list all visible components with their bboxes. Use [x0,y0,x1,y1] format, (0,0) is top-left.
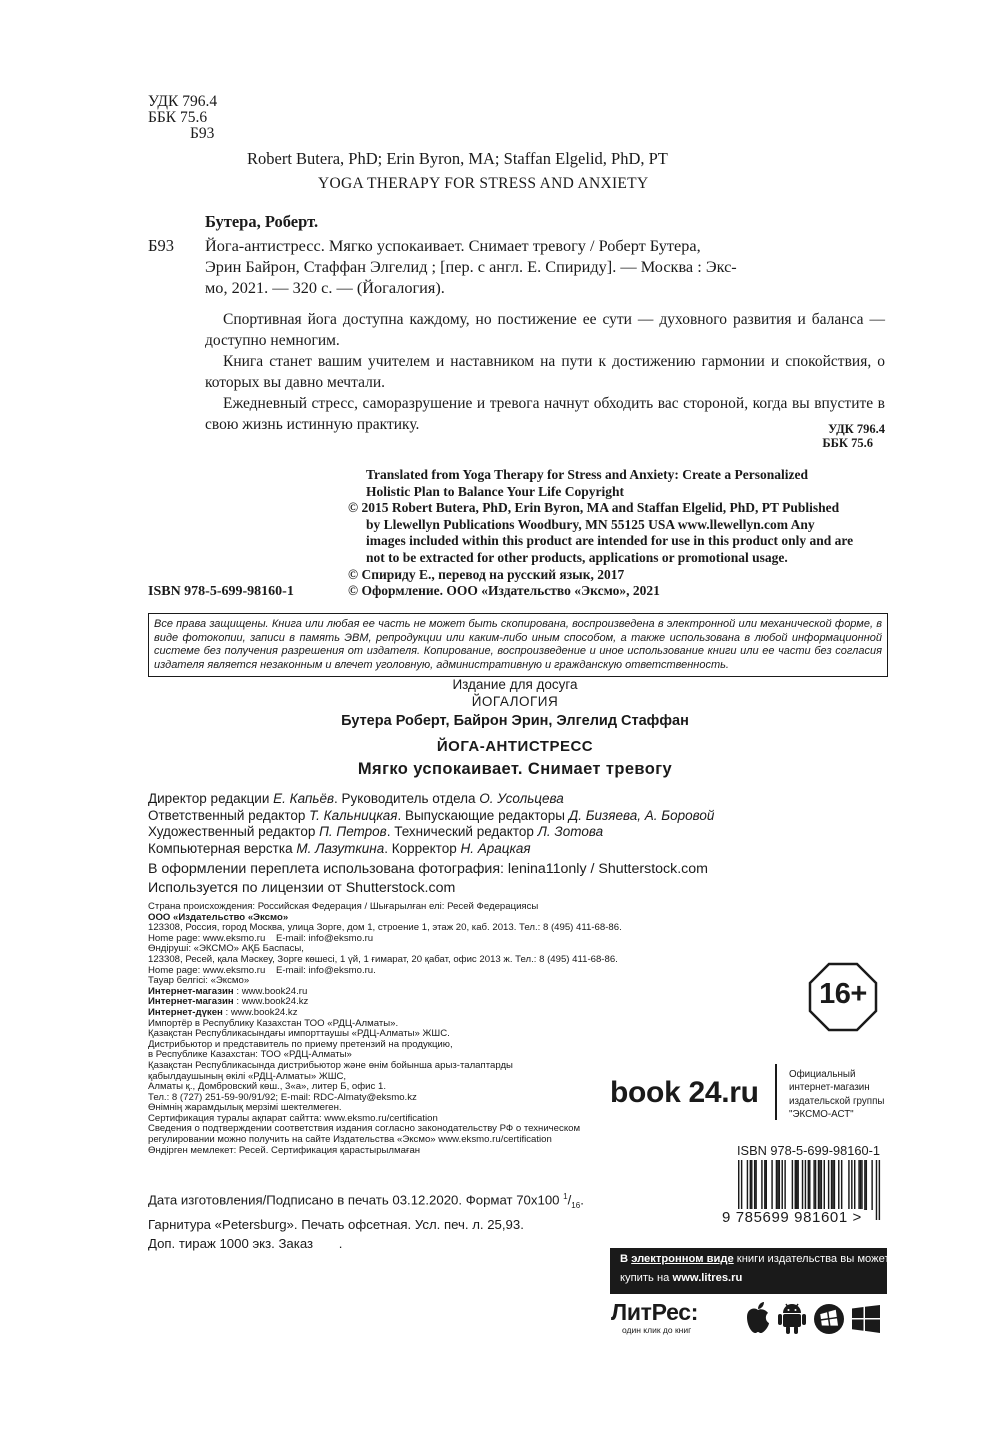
windows-icon [851,1304,881,1334]
litres-tagline: один клик до книг [622,1325,692,1335]
barcode-bar [854,1160,855,1210]
publication-line: Доп. тираж 1000 экз. Заказ . [148,1235,343,1251]
barcode-bar [761,1160,762,1210]
barcode-bar [864,1160,865,1210]
barcode-bar [751,1160,752,1210]
barcode-bar [815,1160,816,1210]
original-title: YOGA THERAPY FOR STRESS AND ANXIETY [318,175,649,192]
imprint-line: Тауар белгісі: «Эксмо» [148,975,250,987]
edition-type: Издание для досуга [452,677,578,692]
android-icon [777,1301,807,1335]
book24-line: издательской группы [789,1095,885,1107]
barcode-bar [831,1160,832,1210]
barcode-bar [832,1160,833,1210]
copyright-line: © 2015 Robert Butera, PhD, Erin Byron, MA and Staffan Elgelid, PhD, PT Published [348,500,840,516]
book24-logo: book 24.ru [610,1076,759,1109]
photo-credit: В оформлении переплета использована фотография: lenina11only / Shutterstock.com [148,861,708,877]
bibliographic-line: Эрин Байрон, Стаффан Элгелид ; [пер. с англ. Е. Спириду]. — Москва : Экс- [205,257,737,276]
imprint-line: Интернет-магазин : www.book24.kz [148,996,309,1008]
imprint-line: ООО «Издательство «Эксмо» [148,911,289,923]
barcode-bar [871,1160,872,1210]
barcode-bar [782,1160,783,1210]
barcode-bar [821,1160,822,1210]
age-rating-badge [808,962,878,1032]
barcode-bar [819,1160,820,1210]
litres-highlight: электронном виде [631,1253,734,1265]
copyright-line: Holistic Plan to Balance Your Life Copyright [366,483,624,499]
book24-line: "ЭКСМО-АСТ" [789,1108,854,1120]
barcode-bar [860,1160,861,1210]
barcode-bar [755,1160,756,1210]
credit-line: Ответственный редактор Т. Кальницкая. Выпускающие редакторы Д. Бизяева, А. Боровой [148,807,715,823]
barcode-bar [779,1160,780,1210]
barcode-bar [861,1160,862,1210]
barcode-bar [879,1160,880,1220]
credit-line: Художественный редактор П. Петров. Технический редактор Л. Зотова [148,824,604,839]
barcode-bar [866,1160,867,1210]
annotation-paragraph: Ежедневный стресс, саморазрушение и тревога начнут обходить вас стороной, когда вы впустите в свою жизнь истинную практику. [205,395,885,433]
copyright-line: images included within this product are intended for use in this product only and are [366,533,854,549]
bibliographic-line: мо, 2021. — 320 с. — (Йогалогия). [205,278,445,297]
edition-title: ЙОГА-АНТИСТРЕСС [436,738,594,755]
barcode-bar [747,1160,748,1210]
annotation-bbk: ББК 75.6 [822,436,873,450]
imprint-line: Дистрибьютор и представитель по приему претензий на продукцию, [148,1038,453,1050]
annotation-udk: УДК 796.4 [828,422,885,436]
imprint-line: в Республике Казахстан: ТОО «РДЦ-Алматы» [148,1049,352,1061]
imprint-line: Тел.: 8 (727) 251-59-90/91/92; E-mail: RDC-Almaty@eksmo.kz [148,1091,417,1103]
litres-url[interactable]: www.litres.ru [672,1272,743,1284]
bbk-code: ББК 75.6 [148,109,208,126]
credit-line: Компьютерная верстка М. Лазуткина. Корректор Н. Арацкая [148,840,531,856]
barcode-bar [784,1160,785,1210]
copyright-block [348,467,888,600]
annotation [205,309,885,435]
barcode-digits: 9 785699 981601 > [722,1209,862,1226]
isbn: ISBN 978-5-699-98160-1 [148,584,294,599]
litres-logo: ЛитРес: [611,1299,699,1325]
imprint-line: Страна происхождения: Российская Федерация / Шығарылған елі: Ресей Федерациясы [148,901,539,912]
imprint-line: Home page: www.eksmo.ru E-mail: info@eksmo.ru [148,932,374,944]
litres-line: купить на www.litres.ru [620,1272,743,1284]
annotation-paragraph: Книга станет вашим учителем и наставником на пути к достижению гармонии и спокойствия, о которых вы давно мечтали. [205,353,885,391]
barcode-bar [797,1160,798,1210]
original-authors: Robert Butera, PhD; Erin Byron, MA; Staffan Elgelid, PhD, PT [247,149,668,168]
imprint-line: Сертификация туралы ақпарат сайтта: www.eksmo.ru/certification [148,1112,438,1124]
bibliographic-author: Бутера, Роберт. [205,212,319,231]
litres-banner [610,1248,896,1294]
barcode-bar [828,1160,829,1210]
imprint-line: Қазақстан Республикасындағы импорттаушы «РДЦ-Алматы» ЖШС. [148,1028,450,1040]
age-rating-text: 16+ [819,978,867,1010]
windows-phone-icon [813,1303,845,1335]
imprint-line: Home page: www.eksmo.ru E-mail: info@eksmo.ru. [148,964,376,976]
annotation-paragraph: Спортивная йога доступна каждому, но постижение ее сути — духовного развития и баланса — доступно немногим. [205,311,885,349]
barcode-bar [792,1160,793,1210]
barcode-bar [796,1160,797,1210]
barcode-bar [858,1160,859,1210]
format-denominator: 16 [571,1201,581,1211]
rights-notice: Все права защищены. Книга или любая ее часть не может быть скопирована, воспроизведена в электронной или механической форме, в виде фотокопии, записи в память ЭВМ, репродукции или каким-либо иным способом, а также использована в любой информационной системе без получения разрешения от издателя. Копирование, воспроизведение и иное использование книги или ее части без согласия издателя является незаконным и влечет уголовную, административную и гражданскую ответственность. [148,613,888,677]
copyright-line: by Llewellyn Publications Woodbury, MN 55125 USA www.llewellyn.com Any [366,516,815,532]
credit-line: Директор редакции Е. Капьёв. Руководитель отдела О. Усольцева [148,791,564,806]
barcode-bar [766,1160,767,1210]
author-mark: Б93 [190,125,215,142]
publication-line: Дата изготовления/Подписано в печать 03.12.2020. Формат 70x100 $^1/_{16}$. [148,1192,584,1211]
photo-license: Используется по лицензии от Shutterstock.com [148,880,456,896]
barcode-bar [818,1160,819,1210]
format-numerator: 1 [563,1192,568,1201]
imprint-line: қабылдаушының өкілі «РДЦ-Алматы» ЖШС, [148,1070,347,1082]
imprint-line: 123308, Ресей, қала Мәскеу, Зорге көшесі, 1 үй, 1 ғимарат, 20 қабат, офис 2013 ж. Тел.: 8 (495) 411-68-86. [148,953,618,965]
barcode-bar [834,1160,835,1210]
imprint-line: Өндірген мемлекет: Ресей. Сертификация қарастырылмаған [148,1144,421,1156]
litres-line: В электронном виде книги издательства вы можете [620,1253,896,1265]
edition-series: ЙОГАЛОГИЯ [471,694,559,709]
publication-line: Гарнитура «Petersburg». Печать офсетная. Усл. печ. л. 25,93. [148,1216,524,1232]
barcode-bar [848,1160,849,1210]
imprint-line: Интернет-магазин : www.book24.ru [148,985,308,997]
barcode-bar [824,1160,825,1210]
barcode-bar [776,1160,777,1210]
editorial-credits [148,791,868,857]
barcode-bar [841,1160,842,1210]
bibliographic-line: Йога-антистресс. Мягко успокаивает. Снимает тревогу / Роберт Бутера, [205,236,701,255]
imprint-details [148,902,708,1156]
barcode-bar [876,1160,877,1220]
bibliographic-mark: Б93 [148,236,174,255]
copyright-line: © Спириду Е., перевод на русский язык, 2017 [348,566,625,582]
publication-data [148,1188,668,1253]
imprint-line: Өнімнің жарамдылық мерзімі шектелмеген. [148,1102,342,1114]
edition-authors: Бутера Роберт, Байрон Эрин, Элгелид Стаффан [341,713,689,729]
book24-description [789,1068,884,1121]
barcode-bar [754,1160,755,1210]
copyright-line: Translated from Yoga Therapy for Stress and Anxiety: Create a Personalized [366,467,808,482]
barcode-bar [838,1160,839,1210]
imprint-line: Импортёр в Республику Казахстан ТОО «РДЦ-Алматы». [148,1017,399,1029]
barcode-bar [750,1160,751,1210]
book24-line: Официальный [789,1069,856,1080]
imprint-line: Қазақстан Республикасында дистрибьютор және өнім бойынша арыз-талаптарды [148,1059,513,1071]
imprint-line: 123308, Россия, город Москва, улица Зорге, дом 1, строение 1, этаж 20, каб. 2013. Тел.: 8 (495) 411-68-86. [148,922,622,934]
barcode-bar [777,1160,778,1210]
imprint-line: регулировании можно получить на сайте Издательства «Эксмо» www.eksmo.ru/certification [148,1134,552,1146]
apple-icon [743,1301,773,1335]
copyright-line: not to be extracted for other products, applications or promotional usage. [366,549,788,565]
book24-divider [775,1064,777,1120]
edition-subtitle: Мягко успокаивает. Снимает тревогу [357,760,673,778]
barcode-bar [764,1160,765,1210]
print-date-format: Дата изготовления/Подписано в печать 03.12.2020. Формат 70x100 [148,1192,560,1208]
imprint-line: Сведения о подтверждении соответствия издания согласно законодательству РФ о техническом [148,1123,581,1135]
bibliographic-description [205,235,885,298]
barcode-bar [802,1160,803,1210]
barcode-bar [851,1160,852,1210]
barcode-bar [795,1160,796,1210]
barcode-isbn: ISBN 978-5-699-98160-1 [737,1143,880,1158]
imprint-line: Алматы қ., Домбровский көш., 3«а», литер Б, офис 1. [148,1081,386,1093]
copyright-line: © Оформление. ООО «Издательство «Эксмо», 2021 [348,583,660,599]
barcode-bar [771,1160,772,1210]
imprint-line: Өндіруші: «ЭКСМО» АҚБ Баспасы, [148,943,304,955]
udk-code: УДК 796.4 [148,93,218,110]
imprint-line: Интернет-дүкен : www.book24.kz [148,1006,298,1018]
barcode-bar [813,1160,814,1210]
book24-line: интернет-магазин [789,1082,870,1094]
